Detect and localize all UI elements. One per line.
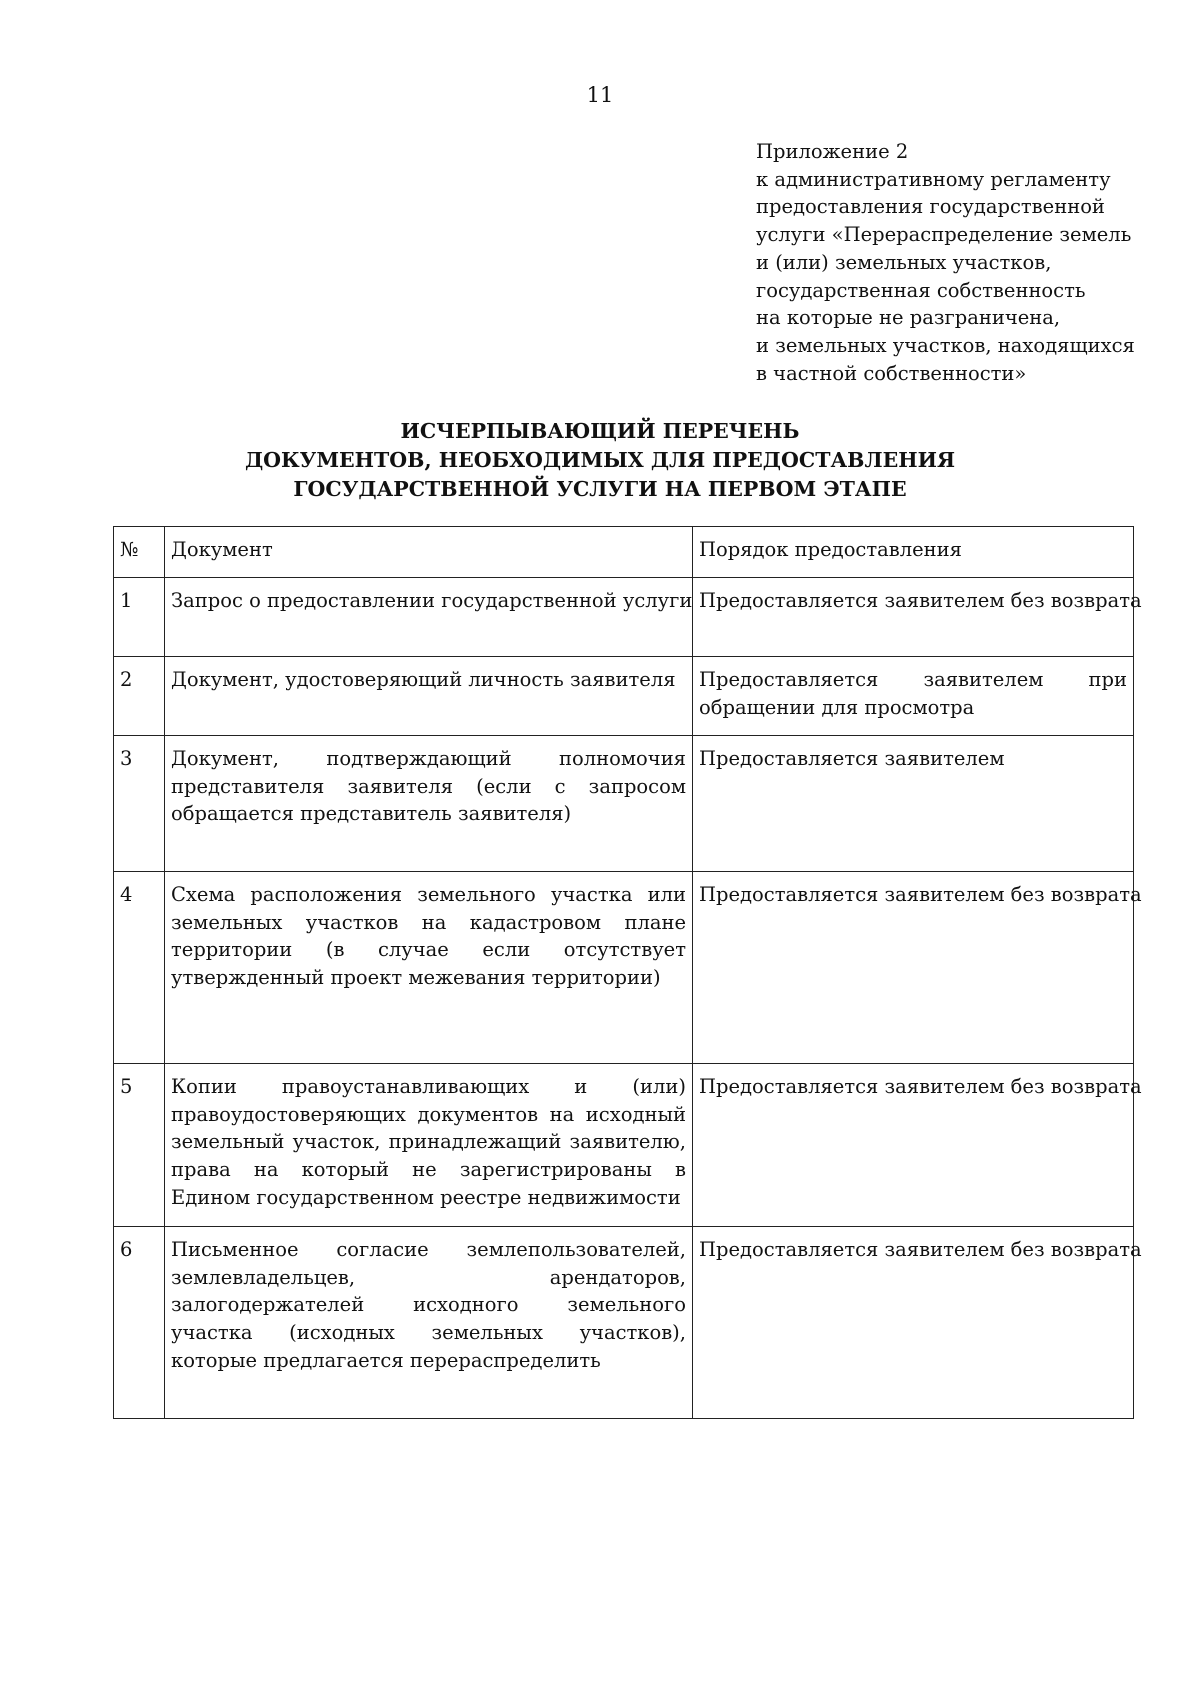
row-order: Предоставляется заявителем без возврата bbox=[693, 1064, 1134, 1227]
appendix-line: предоставления государственной bbox=[756, 195, 1105, 219]
row-document: Документ, удостоверяющий личность заявителя bbox=[165, 657, 693, 736]
table-header-row bbox=[114, 527, 1134, 578]
table-row bbox=[114, 736, 1134, 872]
row-number: 2 bbox=[114, 657, 165, 736]
table-row bbox=[114, 657, 1134, 736]
title-line: ГОСУДАРСТВЕННОЙ УСЛУГИ НА ПЕРВОМ ЭТАПЕ bbox=[293, 477, 907, 501]
appendix-line: и земельных участков, находящихся bbox=[756, 333, 1135, 357]
appendix-line: в частной собственности» bbox=[756, 361, 1027, 385]
appendix-note bbox=[756, 138, 1176, 387]
row-document: Схема расположения земельного участка или земельных участков на кадастровом плане территории (в случае если отсутствует утвержденный проект межевания территории) bbox=[165, 872, 693, 1064]
header-cell-document: Документ bbox=[165, 527, 693, 578]
row-document: Документ, подтверждающий полномочия представителя заявителя (если с запросом обращается представитель заявителя) bbox=[165, 736, 693, 872]
table-row bbox=[114, 1064, 1134, 1227]
table-row bbox=[114, 1227, 1134, 1419]
page-number: 11 bbox=[586, 83, 614, 107]
row-number: 5 bbox=[114, 1064, 165, 1227]
table-row bbox=[114, 872, 1134, 1064]
appendix-line: услуги «Перераспределение земель bbox=[756, 223, 1132, 247]
title-line: ДОКУМЕНТОВ, НЕОБХОДИМЫХ ДЛЯ ПРЕДОСТАВЛЕНИЯ bbox=[244, 448, 956, 472]
row-order: Предоставляется заявителем без возврата bbox=[693, 872, 1134, 1064]
documents-table bbox=[113, 526, 1142, 1419]
table-row bbox=[114, 578, 1134, 657]
header-cell-number: № bbox=[114, 527, 165, 578]
row-document: Копии правоустанавливающих и (или) правоудостоверяющих документов на исходный земельный участок, принадлежащий заявителю, права на который не зарегистрированы в Едином государственном реестре недвижимости bbox=[165, 1064, 693, 1227]
appendix-line: к административному регламенту bbox=[756, 167, 1111, 191]
row-order: Предоставляется заявителем без возврата bbox=[693, 1227, 1134, 1419]
appendix-line: и (или) земельных участков, bbox=[756, 250, 1052, 274]
row-number: 1 bbox=[114, 578, 165, 657]
row-document: Письменное согласие землепользователей, землевладельцев, арендаторов, залогодержателей исходного земельного участка (исходных земельных участков), которые предлагается перераспределить bbox=[165, 1227, 693, 1419]
row-order: Предоставляется заявителем bbox=[693, 736, 1134, 872]
row-number: 6 bbox=[114, 1227, 165, 1419]
appendix-line: Приложение 2 bbox=[756, 140, 909, 163]
row-order: Предоставляется заявителем без возврата bbox=[693, 578, 1134, 657]
header-cell-order: Порядок предоставления bbox=[693, 527, 1134, 578]
title-line: ИСЧЕРПЫВАЮЩИЙ ПЕРЕЧЕНЬ bbox=[400, 419, 800, 443]
row-number: 4 bbox=[114, 872, 165, 1064]
row-document: Запрос о предоставлении государственной услуги bbox=[165, 578, 693, 657]
row-number: 3 bbox=[114, 736, 165, 872]
appendix-line: на которые не разграничена, bbox=[756, 306, 1061, 330]
appendix-line: государственная собственность bbox=[756, 278, 1086, 302]
row-order: Предоставляется заявителем при обращении для просмотра bbox=[693, 657, 1134, 736]
document-title bbox=[0, 417, 1200, 504]
